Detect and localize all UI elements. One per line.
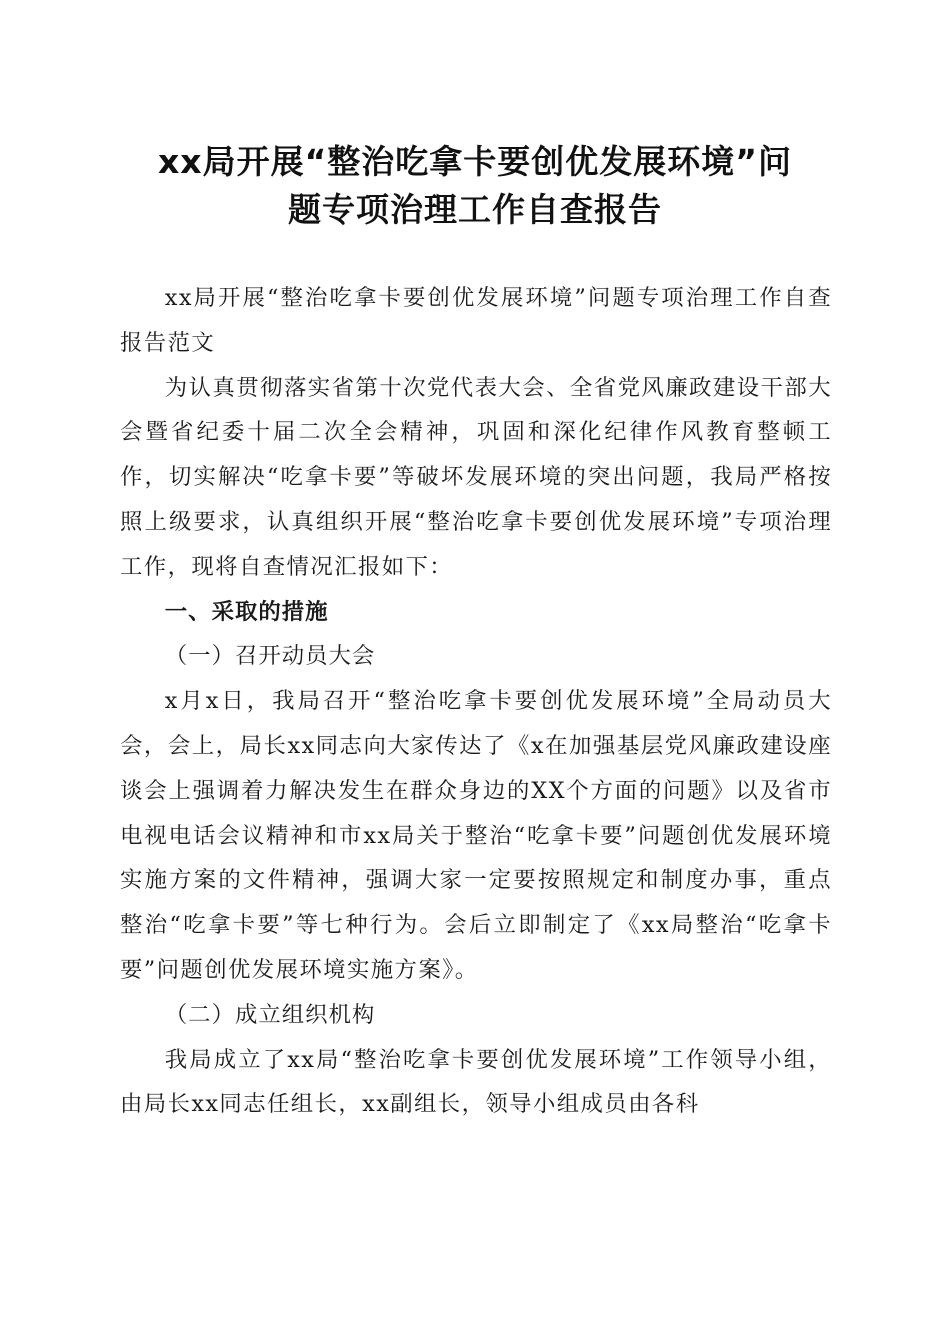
purpose-paragraph: 为认真贯彻落实省第十次党代表大会、全省党风廉政建设干部大会暨省纪委十届二次全会精神，巩固和深化纪律作风教育整顿工作，切实解决“吃拿卡要”等破坏发展环境的突出问题，我局严格按照上级要求，认真组织开展“整治吃拿卡要创优发展环境”专项治理工作，现将自查情况汇报如下： xyxy=(120,374,832,580)
subsection-heading-mobilization: （一）召开动员大会 xyxy=(164,643,376,670)
document-title-line-1: xx局开展“整治吃拿卡要创优发展环境”问 xyxy=(158,142,792,181)
mobilization-paragraph: x月x日，我局召开“整治吃拿卡要创优发展环境”全局动员大会，会上，局长xx同志向大家传达了《x在加强基层党风廉政建设座谈会上强调着力解决发生在群众身边的XX个方面的问题》以及省市电视电话会议精神和市xx局关于整治“吃拿卡要”问题创优发展环境实施方案的文件精神，强调大家一定要按照规定和制度办事，重点整治“吃拿卡要”等七种行为。会后立即制定了《xx局整治“吃拿卡要”问题创优发展环境实施方案》。 xyxy=(120,688,832,983)
document-body xyxy=(120,276,832,1127)
organization-paragraph: 我局成立了xx局“整治吃拿卡要创优发展环境”工作领导小组，由局长xx同志任组长，xx副组长，领导小组成员由各科 xyxy=(120,1046,832,1118)
subsection-heading-organization: （二）成立组织机构 xyxy=(164,1001,376,1028)
section-heading-measures: 一、采取的措施 xyxy=(164,598,329,625)
intro-paragraph: xx局开展“整治吃拿卡要创优发展环境”问题专项治理工作自查报告范文 xyxy=(120,285,832,356)
document-title-line-2: 题专项治理工作自查报告 xyxy=(288,190,662,229)
